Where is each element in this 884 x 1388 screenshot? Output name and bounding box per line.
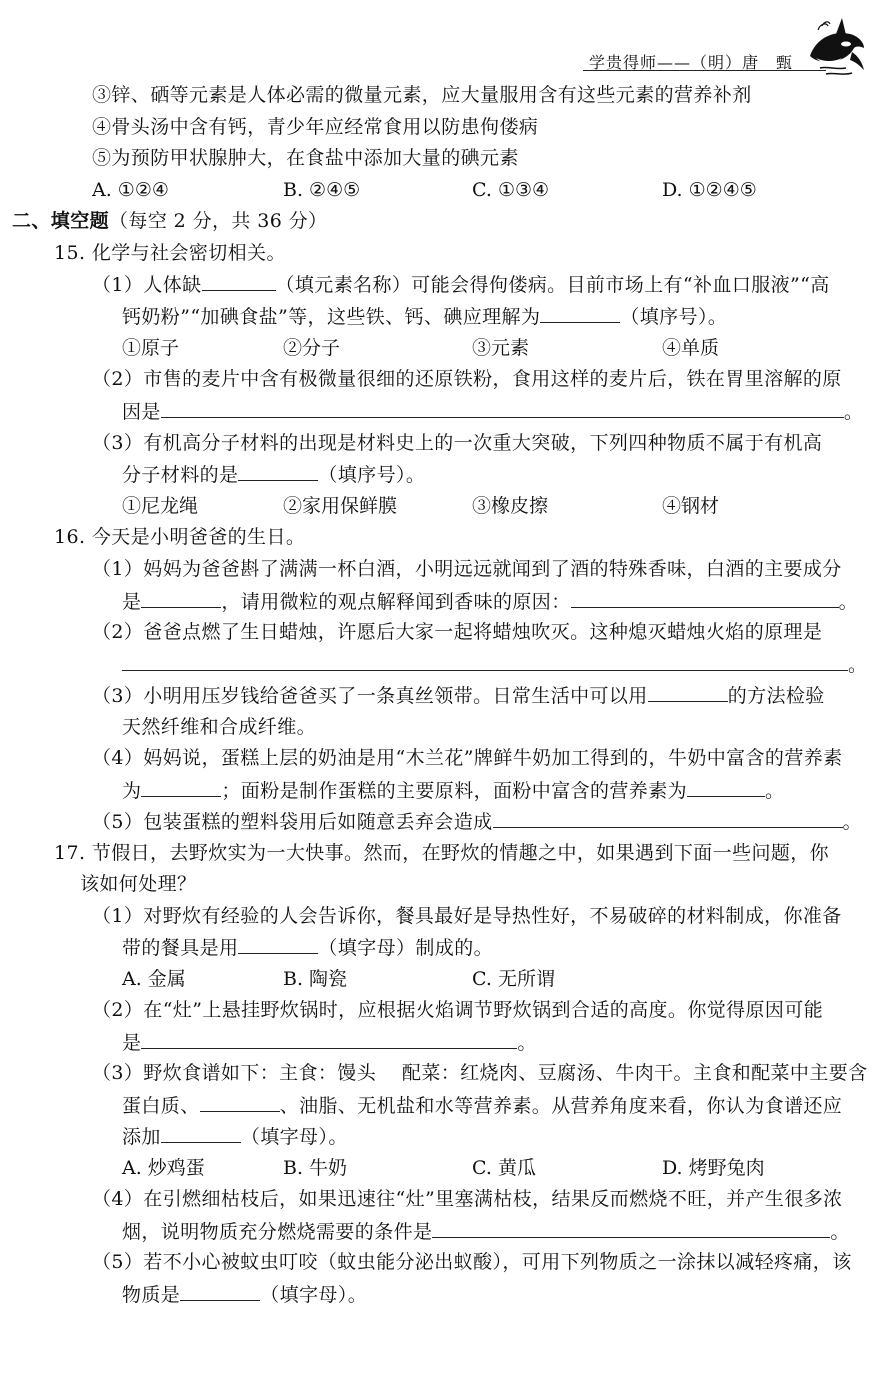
q14-item-4: ④骨头汤中含有钙，青少年应经常食用以防患佝偻病 (92, 116, 539, 138)
answer-blank[interactable] (122, 652, 848, 671)
answer-blank[interactable] (540, 304, 620, 323)
q16-part2-line2: 。 (122, 652, 867, 677)
q15-part3-option-2: ②家用保鲜膜 (283, 495, 398, 517)
answer-blank[interactable] (141, 778, 221, 797)
q15-stem: 15. 化学与社会密切相关。 (54, 242, 286, 264)
q15-part3-line2: 分子材料的是 （填序号）。 (122, 464, 426, 486)
q16-part4-line2: 为 ；面粉是制作蛋糕的主要原料，面粉中富含的营养素为 。 (122, 780, 785, 802)
section-score-note: （每空 2 分，共 36 分） (109, 210, 328, 232)
q15-part3-option-3: ③橡皮擦 (472, 495, 549, 517)
q17-part3-option-c: C. 黄瓜 (472, 1157, 536, 1179)
answer-blank[interactable] (141, 589, 221, 608)
q16-part3-line1: （3）小明用压岁钱给爸爸买了一条真丝领带。日常生活中可以用 的方法检验 (92, 685, 825, 707)
answer-blank[interactable] (200, 1093, 280, 1112)
q15-part3-option-1: ①尼龙绳 (122, 495, 199, 517)
q16-part3-line2: 天然纤维和合成纤维。 (122, 716, 317, 738)
q17-part2-line2: 是 。 (122, 1032, 537, 1054)
header-motto: 学贵得师——（明）唐 甄 (589, 53, 794, 72)
answer-blank[interactable] (202, 272, 276, 291)
answer-blank[interactable] (432, 1219, 830, 1238)
q16-part4-line1: （4）妈妈说，蛋糕上层的奶油是用“木兰花”牌鲜牛奶加工得到的，牛奶中富含的营养素 (92, 747, 843, 769)
q17-part3-option-d: D. 烤野兔肉 (662, 1157, 765, 1179)
q17-part1-option-a: A. 金属 (122, 968, 186, 990)
q17-part3-option-a: A. 炒鸡蛋 (122, 1157, 205, 1179)
answer-blank[interactable] (648, 683, 728, 702)
q17-part2-line1: （2）在“灶”上悬挂野炊锅时，应根据火焰调节野炊锅到合适的高度。你觉得原因可能 (92, 999, 824, 1021)
q17-part1-option-b: B. 陶瓷 (283, 968, 348, 990)
q15-part1-line2: 钙奶粉”“加碘食盐”等，这些铁、钙、碘应理解为 （填序号）。 (122, 306, 728, 328)
q14-option-d: D. ①②④⑤ (662, 179, 757, 201)
q17-part3-line2: 蛋白质、 、油脂、无机盐和水等营养素。从营养角度来看，你认为食谱还应 (122, 1095, 843, 1117)
q15-part3-line1: （3）有机高分子材料的出现是材料史上的一次重大突破，下列四种物质不属于有机高 (92, 432, 823, 454)
answer-blank[interactable] (180, 1282, 260, 1301)
header-motto-bar (583, 48, 826, 71)
q17-part1-line2: 带的餐具是用 （填字母）制成的。 (122, 937, 494, 959)
q16-part1-line2: 是 ，请用微粒的观点解释闻到香味的原因： 。 (122, 591, 859, 613)
q17-part4-line2: 烟，说明物质充分燃烧需要的条件是 。 (122, 1221, 850, 1243)
q17-part3-line3: 添加 （填字母）。 (122, 1126, 348, 1148)
q17-stem-line2: 该如何处理？ (80, 873, 197, 895)
q17-part3-line1: （3）野炊食谱如下：主食：馒头 配菜：红烧肉、豆腐汤、牛肉干。主食和配菜中主要含 (92, 1062, 868, 1084)
q15-part2-line1: （2）市售的麦片中含有极微量很细的还原铁粉，食用这样的麦片后，铁在胃里溶解的原 (92, 368, 842, 390)
answer-blank[interactable] (161, 1124, 241, 1143)
q17-stem-line1: 17. 节假日，去野炊实为一大快事。然而，在野炊的情趣之中，如果遇到下面一些问题，你 (54, 842, 830, 864)
orca-logo-icon (806, 16, 868, 78)
q14-option-b: B. ②④⑤ (283, 179, 361, 201)
q14-item-5: ⑤为预防甲状腺肿大，在食盐中添加大量的碘元素 (92, 147, 519, 169)
q17-part5-line1: （5）若不小心被蚊虫叮咬（蚊虫能分泌出蚁酸），可用下列物质之一涂抹以减轻疼痛，该 (92, 1251, 852, 1273)
q15-part2-line2: 因是 。 (122, 401, 864, 423)
q17-part1-option-c: C. 无所谓 (472, 968, 555, 990)
q14-option-c: C. ①③④ (472, 179, 550, 201)
answer-blank[interactable] (571, 589, 839, 608)
q15-part1-line1: （1）人体缺 （填元素名称）可能会得佝偻病。目前市场上有“补血口服液”“高 (92, 274, 830, 296)
answer-blank[interactable] (493, 809, 843, 828)
q16-part2-line1: （2）爸爸点燃了生日蜡烛，许愿后大家一起将蜡烛吹灭。这种熄灭蜡烛火焰的原理是 (92, 621, 823, 643)
q15-part1-option-2: ②分子 (283, 337, 341, 359)
q14-option-a: A. ①②④ (92, 179, 169, 201)
section-title: 二、填空题 (12, 210, 110, 232)
answer-blank[interactable] (161, 399, 844, 418)
q15-part1-option-4: ④单质 (662, 337, 720, 359)
answer-blank[interactable] (238, 935, 318, 954)
q16-part1-line1: （1）妈妈为爸爸斟了满满一杯白酒，小明远远就闻到了酒的特殊香味，白酒的主要成分 (92, 558, 842, 580)
section-heading (12, 209, 327, 233)
q15-part1-option-1: ①原子 (122, 337, 180, 359)
q17-part5-line2: 物质是 （填字母）。 (122, 1284, 368, 1306)
q17-part4-line1: （4）在引燃细枯枝后，如果迅速往“灶”里塞满枯枝，结果反而燃烧不旺，并产生很多浓 (92, 1188, 843, 1210)
q15-part3-option-4: ④钢材 (662, 495, 720, 517)
answer-blank[interactable] (687, 778, 765, 797)
q17-part3-option-b: B. 牛奶 (283, 1157, 348, 1179)
q17-part1-line1: （1）对野炊有经验的人会告诉你，餐具最好是导热性好，不易破碎的材料制成，你准备 (92, 905, 842, 927)
answer-blank[interactable] (238, 462, 318, 481)
q14-item-3: ③锌、硒等元素是人体必需的微量元素，应大量服用含有这些元素的营养补剂 (92, 84, 752, 106)
answer-blank[interactable] (141, 1030, 517, 1049)
q15-part1-option-3: ③元素 (472, 337, 530, 359)
q16-stem: 16. 今天是小明爸爸的生日。 (54, 526, 306, 548)
q16-part5-line1: （5）包装蛋糕的塑料袋用后如随意丢弃会造成 。 (92, 811, 862, 833)
